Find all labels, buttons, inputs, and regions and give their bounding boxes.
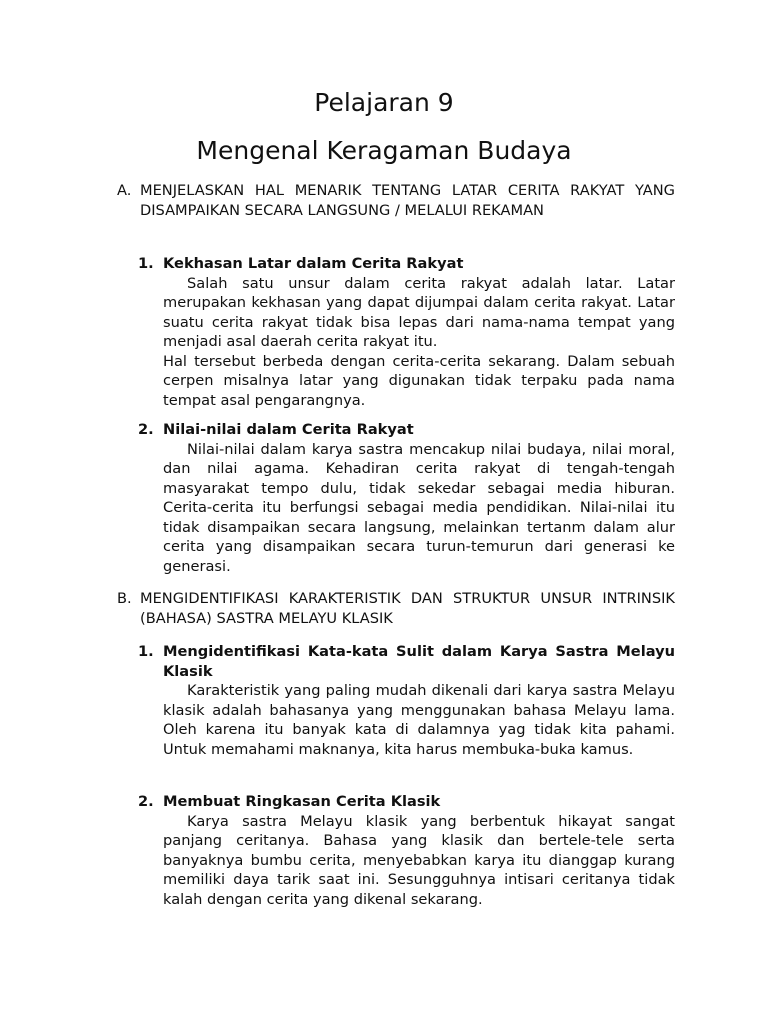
section-a-heading <box>117 181 675 220</box>
subsection-b1 <box>138 642 675 759</box>
section-heading: MENJELASKAN HAL MENARIK TENTANG LATAR CERITA RAKYAT YANG DISAMPAIKAN SECARA LANGSUNG / MELALUI REKAMAN <box>140 182 675 219</box>
paragraph: Salah satu unsur dalam cerita rakyat adalah latar. Latar merupakan kekhasan yang dapat dijumpai dalam cerita rakyat. Latar suatu cerita rakyat tidak bisa lepas dari nama-nama tempat yang menjadi asal daerah cerita rakyat itu. <box>163 274 675 350</box>
section-heading: MENGIDENTIFIKASI KARAKTERISTIK DAN STRUKTUR UNSUR INTRINSIK (BAHASA) SASTRA MELAYU KLASIK <box>140 590 675 627</box>
page-title: Pelajaran 9 <box>314 88 454 117</box>
subsection-b2 <box>138 792 675 909</box>
paragraph: Hal tersebut berbeda dengan cerita-cerita sekarang. Dalam sebuah cerpen misalnya latar yang digunakan tidak terpaku pada nama tempat asal pengarangnya. <box>163 352 675 409</box>
paragraph: Karya sastra Melayu klasik yang berbentuk hikayat sangat panjang ceritanya. Bahasa yang klasik dan bertele-tele serta banyaknya bumbu cerita, menyebabkan karya itu dianggap kurang memiliki daya tarik saat ini. Sesungguhnya intisari ceritanya tidak kalah dengan cerita yang dikenal sekarang. <box>163 812 675 908</box>
section-letter: A. <box>117 182 132 199</box>
paragraph: Karakteristik yang paling mudah dikenali dari karya sastra Melayu klasik adalah bahasanya yang menggunakan bahasa Melayu lama. Oleh karena itu banyak kata di dalamnya yag tidak kita pahami. Untuk memahami maknanya, kita harus membuka-buka kamus. <box>163 682 675 758</box>
subsection-number: 1. <box>138 643 154 660</box>
subsection-number: 2. <box>138 793 154 810</box>
section-b-heading <box>117 589 675 628</box>
subsection-number: 2. <box>138 421 154 438</box>
page-subtitle: Mengenal Keragaman Budaya <box>196 136 572 165</box>
subsection-number: 1. <box>138 255 154 272</box>
subsection-title: Membuat Ringkasan Cerita Klasik <box>163 793 441 810</box>
paragraph: Nilai-nilai dalam karya sastra mencakup nilai budaya, nilai moral, dan nilai agama. Kehadiran cerita rakyat di tengah-tengah masyarakat tempo dulu, tidak sekedar sebagai media hiburan. Cerita-cerita itu berfungsi sebagai media pendidikan. Nilai-nilai itu tidak disampaikan secara langsung, melainkan tertanm dalam alur cerita yang disampaikan secara turun-temurun dari generasi ke generasi. <box>163 440 675 575</box>
subsection-title: Mengidentifikasi Kata-kata Sulit dalam Karya Sastra Melayu Klasik <box>163 643 675 680</box>
subsection-title: Nilai-nilai dalam Cerita Rakyat <box>163 421 414 438</box>
section-letter: B. <box>117 590 132 607</box>
subsection-title: Kekhasan Latar dalam Cerita Rakyat <box>163 255 464 272</box>
subsection-a2 <box>138 420 675 576</box>
subsection-a1 <box>138 254 675 410</box>
